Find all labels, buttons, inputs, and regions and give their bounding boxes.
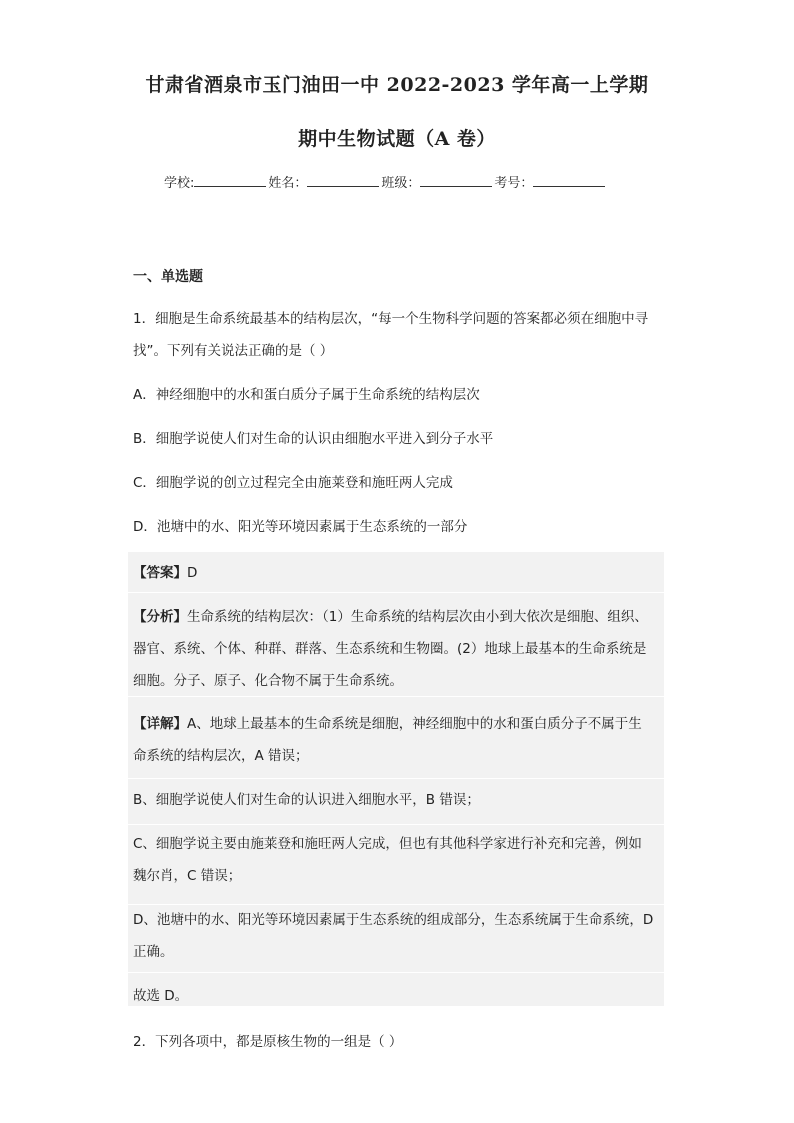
- class-label: 班级：: [381, 176, 421, 191]
- conclusion: 故选 D。: [133, 988, 189, 1004]
- analysis-text1: 生命系统的结构层次：（1）生命系统的结构层次由小到大依次是细胞、组织、: [187, 609, 648, 625]
- answer-line: [133, 561, 663, 581]
- detail-c-line2: 魏尔肖，C 错误；: [133, 868, 242, 884]
- exam-title-line2: 期中生物试题（A 卷）: [298, 128, 496, 150]
- question1-option-a: A．神经细胞中的水和蛋白质分子属于生命系统的结构层次: [133, 387, 480, 403]
- question1-stem-line2: 找”。下列有关说法正确的是（ ）: [133, 343, 334, 359]
- question2-stem: 2．下列各项中，都是原核生物的一组是（ ）: [133, 1034, 403, 1050]
- exam-title-line1: 甘肃省酒泉市玉门油田一中 2022-2023 学年高一上学期: [145, 74, 649, 96]
- solution-divider: [128, 592, 664, 593]
- question1-option-d: D．池塘中的水、阳光等环境因素属于生态系统的一部分: [133, 519, 468, 535]
- question1-option-b: B．细胞学说使人们对生命的认识由细胞水平进入到分子水平: [133, 431, 494, 447]
- analysis-line3: 细胞。分子、原子、化合物不属于生命系统。: [133, 673, 403, 689]
- solution-divider: [128, 972, 664, 973]
- detail-a-line1: [133, 712, 663, 732]
- solution-divider: [128, 824, 664, 825]
- analysis-line1: [133, 605, 663, 625]
- question1-stem-line1: 1．细胞是生命系统最基本的结构层次，“每一个生物科学问题的答案都必须在细胞中寻: [133, 311, 649, 327]
- student-info-row: [164, 172, 607, 191]
- solution-divider: [128, 696, 664, 697]
- detail-c-line1: C、细胞学说主要由施莱登和施旺两人完成，但也有其他科学家进行补充和完善，例如: [133, 836, 642, 852]
- number-blank[interactable]: [533, 174, 605, 187]
- school-label: 学校:: [164, 176, 195, 191]
- analysis-line2: 器官、系统、个体、种群、群落、生态系统和生物圈。(2）地球上最基本的生命系统是: [133, 641, 647, 657]
- number-label: 考号：: [494, 176, 534, 191]
- detail-tag: 【详解】: [133, 716, 187, 732]
- detail-a-line2: 命系统的结构层次，A 错误；: [133, 748, 309, 764]
- analysis-tag: 【分析】: [133, 609, 187, 625]
- solution-divider: [128, 904, 664, 905]
- detail-d-line2: 正确。: [133, 944, 174, 960]
- answer-value: D: [187, 565, 198, 581]
- name-label: 姓名：: [268, 176, 308, 191]
- solution-divider: [128, 778, 664, 779]
- answer-tag: 【答案】: [133, 565, 187, 581]
- section-title: 一、单选题: [133, 269, 203, 285]
- name-blank[interactable]: [307, 174, 379, 187]
- detail-b: B、细胞学说使人们对生命的认识进入细胞水平，B 错误；: [133, 792, 480, 808]
- class-blank[interactable]: [420, 174, 492, 187]
- question1-option-c: C．细胞学说的创立过程完全由施莱登和施旺两人完成: [133, 475, 453, 491]
- school-blank[interactable]: [194, 174, 266, 187]
- detail-d-line1: D、池塘中的水、阳光等环境因素属于生态系统的组成部分，生态系统属于生命系统，D: [133, 912, 654, 928]
- detail-a-text1: A、地球上最基本的生命系统是细胞，神经细胞中的水和蛋白质分子不属于生: [187, 716, 642, 732]
